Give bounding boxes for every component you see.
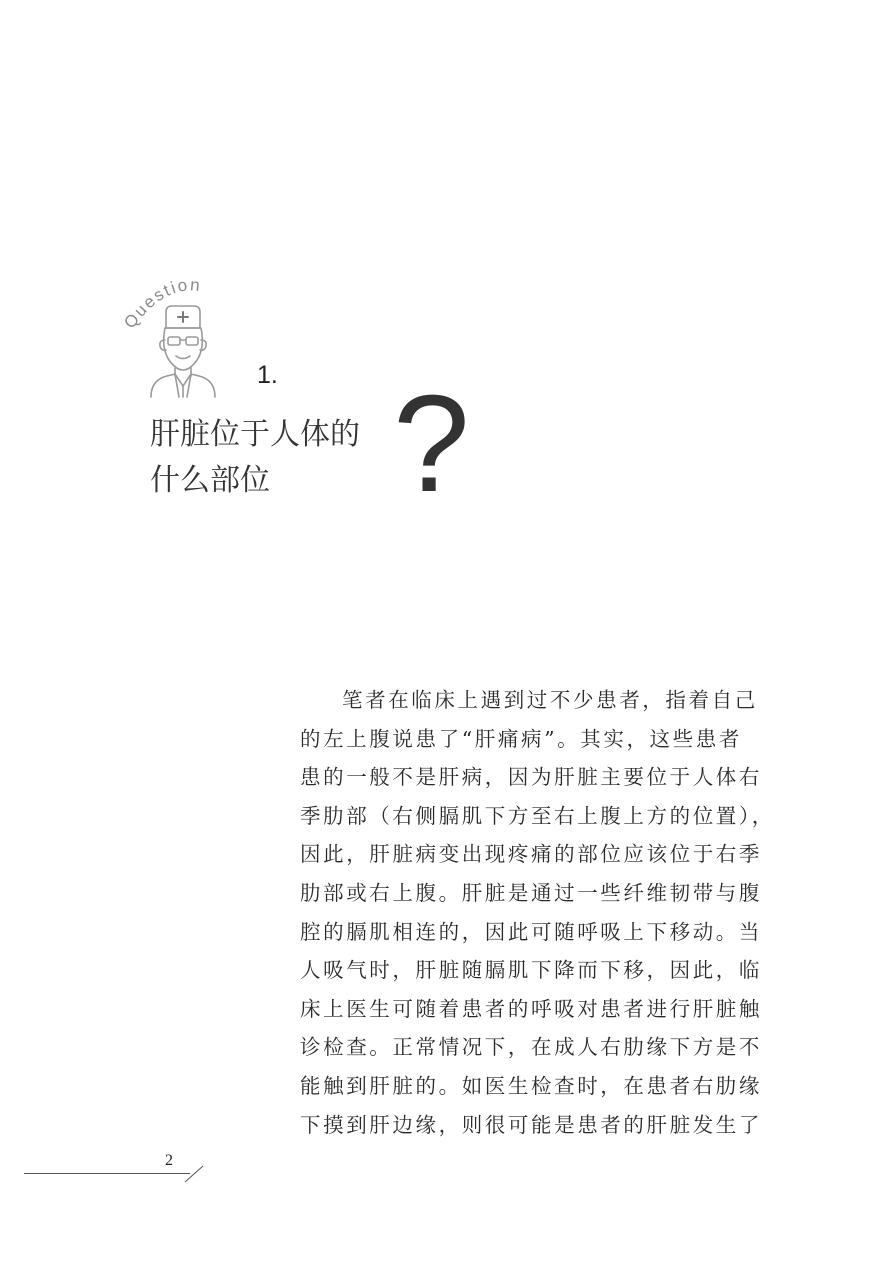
body-line: 的左上腹说患了“肝痛病”。其实，这些患者	[300, 726, 742, 751]
body-line: 能触到肝脏的。如医生检查时，在患者右肋缘	[300, 1073, 762, 1098]
question-title	[150, 412, 360, 504]
footer-rule	[24, 1173, 190, 1174]
question-label-text: Question	[120, 275, 203, 333]
body-paragraph	[300, 681, 775, 1144]
doctor-icon	[145, 300, 221, 398]
body-line: 笔者在临床上遇到过不少患者，指着自己	[342, 688, 758, 712]
body-line: 肋部或右上腹。肝脏是通过一些纤维韧带与腹	[300, 880, 762, 905]
body-line: 床上医生可随着患者的呼吸对患者进行肝脏触	[300, 996, 762, 1021]
body-line: 腔的膈肌相连的，因此可随呼吸上下移动。当	[300, 919, 762, 944]
body-line: 下摸到肝边缘，则很可能是患者的肝脏发生了	[300, 1112, 762, 1137]
question-title-line: 肝脏位于人体的	[150, 417, 360, 452]
question-mark: ?	[393, 367, 470, 521]
body-line: 人吸气时，肝脏随膈肌下降而下移，因此，临	[300, 958, 762, 983]
body-line: 患的一般不是肝病，因为肝脏主要位于人体右	[300, 765, 762, 790]
question-number: 1.	[257, 361, 278, 389]
question-title-line: 什么部位	[150, 463, 270, 498]
footer-slash-icon	[183, 1162, 205, 1184]
page-number: 2	[165, 1152, 173, 1169]
body-line: 季肋部（右侧膈肌下方至右上腹上方的位置），	[300, 803, 775, 828]
body-line: 诊检查。正常情况下，在成人右肋缘下方是不	[300, 1035, 762, 1060]
body-line: 因此，肝脏病变出现疼痛的部位应该位于右季	[300, 842, 762, 867]
